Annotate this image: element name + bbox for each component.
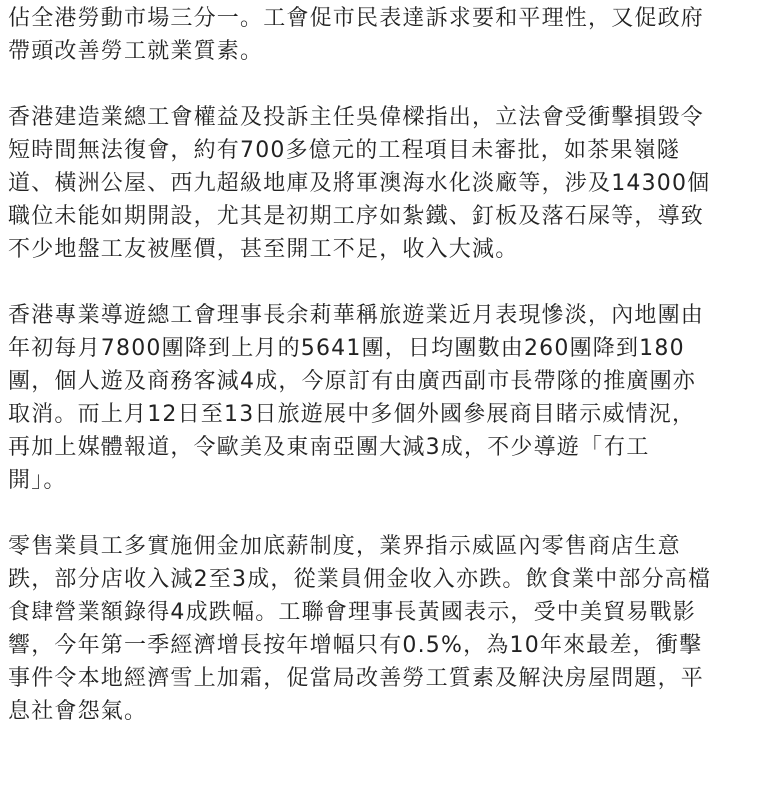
text-line: 佔全港勞動市場三分一。工會促市民表達訴求要和平理性，又促政府 [8,6,705,31]
text-line: 帶頭改善勞工就業質素。 [8,39,264,64]
text-line: 香港建造業總工會權益及投訴主任吳偉樑指出，立法會受衝擊損毀令 [8,105,705,130]
paragraph-labour-market [8,2,765,68]
paragraph-construction [8,101,765,266]
text-line: 跌，部分店收入減2至3成，從業員佣金收入亦跌。飲食業中部分高檔 [8,567,712,592]
text-line: 事件令本地經濟雪上加霜，促當局改善勞工質素及解決房屋問題，平 [8,666,705,691]
text-line: 開」。 [8,468,67,493]
text-line: 息社會怨氣。 [8,699,148,724]
paragraph-tourism [8,299,765,497]
text-line: 再加上媒體報道，令歐美及東南亞團大減3成，不少導遊「冇工 [8,435,650,460]
article-body [8,2,765,728]
text-line: 零售業員工多實施佣金加底薪制度，業界指示威區內零售商店生意 [8,534,681,559]
text-line: 道、橫洲公屋、西九超級地庫及將軍澳海水化淡廠等，涉及14300個 [8,171,711,196]
text-line: 食肆營業額錄得4成跌幅。工聯會理事長黃國表示，受中美貿易戰影 [8,600,696,625]
text-line: 不少地盤工友被壓價，甚至開工不足，收入大減。 [8,237,519,262]
text-line: 響，今年第一季經濟增長按年增幅只有0.5%，為10年來最差，衝擊 [8,633,703,658]
paragraph-retail [8,530,765,728]
text-line: 職位未能如期開設，尤其是初期工序如紮鐵、釘板及落石屎等，導致 [8,204,705,229]
text-line: 取消。而上月12日至13日旅遊展中多個外國參展商目睹示威情況， [8,402,696,427]
text-line: 短時間無法復會，約有700多億元的工程項目未審批，如茶果嶺隧 [8,138,680,163]
text-line: 香港專業導遊總工會理事長余莉華稱旅遊業近月表現慘淡，內地團由 [8,303,705,328]
text-line: 團，個人遊及商務客減4成，今原訂有由廣西副市長帶隊的推廣團亦 [8,369,696,394]
text-line: 年初每月7800團降到上月的5641團，日均團數由260團降到180 [8,336,685,361]
